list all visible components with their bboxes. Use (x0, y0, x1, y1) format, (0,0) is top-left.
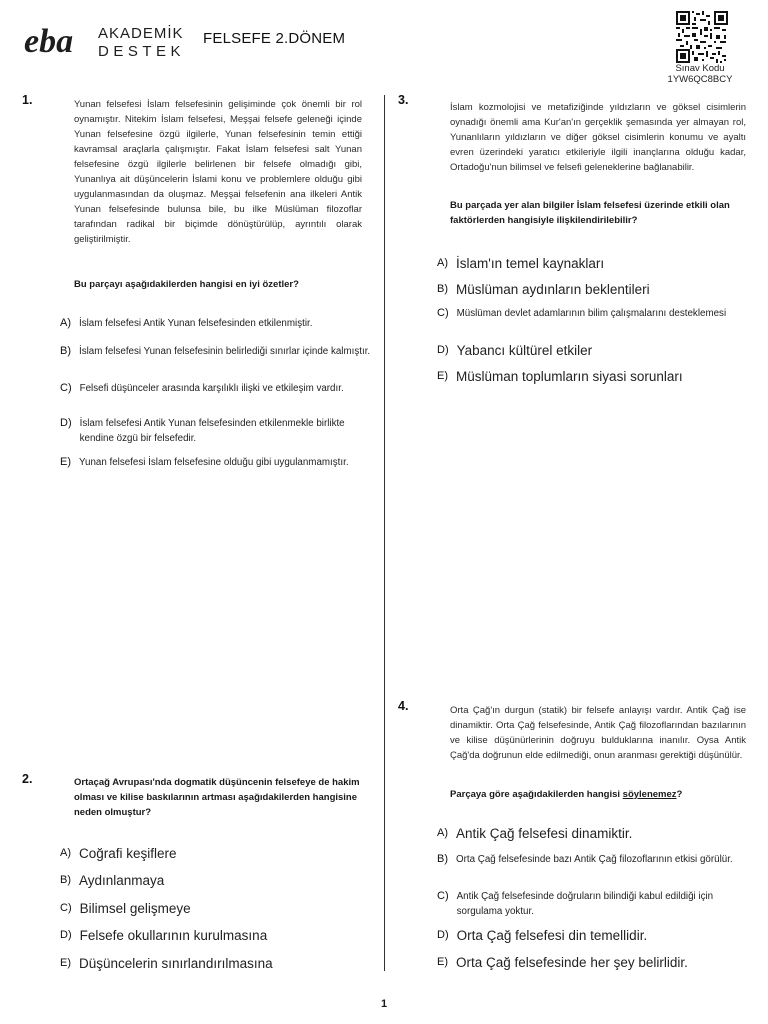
question-4-option-e[interactable] (437, 954, 749, 971)
option-letter: A) (437, 827, 448, 839)
option-text: Antik Çağ felsefesi dinamiktir. (456, 826, 633, 841)
question-1-option-e[interactable] (60, 455, 372, 470)
question-3-option-d[interactable] (437, 342, 749, 359)
exam-title: FELSEFE 2.DÖNEM (203, 30, 346, 47)
question-4-paragraph: Orta Çağ'ın durgun (statik) bir felsefe anlayışı vardır. Antik Çağ ise dinamiktir. Orta Çağ felsefesinde, Antik Çağ filozoflarından bazılarının ve kilise düşünürlerinin doğruyu bulduklarına inanılır. Oysa Antik Çağ'da doğrunun elde edilmediği, onun aranması gerektiği düşünülür. (450, 705, 746, 761)
question-4-option-c[interactable] (437, 889, 749, 919)
column-divider (384, 95, 385, 971)
option-letter: A) (60, 847, 71, 859)
question-1-paragraph: Yunan felsefesi İslam felsefesinin gelişiminde çok önemli bir rol oynamıştır. Nitekim İslam felsefesi, Meşşai felsefe geleneği içinde Yunan felsefesine özgü ilgilerle, Yunan felsefesinin temin ettiği kavramsal araçlarla çalışmıştır. Fakat İslam felsefesi salt Yunan felsefesine özgü ilgilerle belirlenen bir felsefe olmadığı gibi, Yunanlıya ait düşüncelerin İslami konu ve problemlere olduğu gibi uygulanmasından da oluşmaz. Meşşai felsefenin ana ilkeleri Antik Yunan felsefesinde bulunsa bile, bu ilke Müslüman filozoflar tarafından radikal bir biçimde dönüştürülüp, ayrıntılı olarak geliştirilmiştir. (74, 99, 362, 245)
option-text: Orta Çağ felsefesinde her şey belirlidir. (456, 955, 688, 970)
option-letter: B) (60, 874, 71, 886)
option-letter: C) (437, 890, 449, 902)
question-1-stem: Bu parçayı aşağıdakilerden hangisi en iyi özetler? (74, 279, 299, 290)
option-letter: E) (437, 956, 448, 968)
option-text: Müslüman toplumların siyasi sorunları (456, 369, 683, 384)
option-text: Müslüman aydınların beklentileri (456, 282, 650, 297)
question-2-option-d[interactable] (60, 927, 372, 944)
question-1-option-a[interactable] (60, 316, 372, 331)
option-letter: D) (60, 929, 72, 941)
exam-code-label: Sınav Kodu (675, 63, 725, 74)
option-letter: A) (60, 317, 71, 329)
svg-text:eba: eba (24, 23, 74, 60)
option-text: Felsefe okullarının kurulmasına (79, 928, 268, 943)
qr-code-icon (676, 11, 728, 63)
option-text: Aydınlanmaya (79, 873, 165, 888)
question-3-stem: Bu parçada yer alan bilgiler İslam felsefesi üzerinde etkili olan faktörlerden hangisiyle ilişkilendirilebilir? (450, 200, 730, 226)
question-1-option-d[interactable] (60, 416, 372, 446)
question-1-option-c[interactable] (60, 381, 372, 396)
option-text: Bilimsel gelişmeye (79, 901, 191, 916)
question-4-stem-suffix: ? (676, 789, 683, 800)
exam-code: 1YW6QC8BCY (667, 74, 733, 85)
option-letter: B) (60, 345, 71, 357)
question-4-stem (450, 787, 746, 802)
question-number-4: 4. (398, 699, 409, 713)
option-letter: D) (437, 344, 449, 356)
svg-text:DESTEK: DESTEK (98, 43, 186, 60)
question-number-2: 2. (22, 772, 33, 786)
question-4-stem-prefix: Parçaya göre aşağıdakilerden hangisi (450, 789, 623, 800)
option-text: Orta Çağ felsefesinde bazı Antik Çağ filozoflarının etkisi görülür. (456, 854, 733, 865)
question-4-option-b[interactable] (437, 852, 749, 867)
logo-graphic (24, 22, 204, 62)
option-text: Yunan felsefesi İslam felsefesine olduğu gibi uygulanmamıştır. (79, 457, 349, 468)
question-number-3: 3. (398, 93, 409, 107)
option-text: Düşüncelerin sınırlandırılmasına (79, 956, 273, 971)
question-4-stem-emphasis: söylenemez (622, 789, 677, 800)
page-number: 1 (380, 998, 388, 1010)
question-3-option-a[interactable] (437, 255, 749, 272)
question-4-option-a[interactable] (437, 825, 749, 842)
question-3-option-c[interactable] (437, 306, 749, 321)
question-2-option-e[interactable] (60, 955, 372, 972)
option-text: İslam felsefesi Antik Yunan felsefesinden etkilenmekle birlikte kendine özgü bir felsefedir. (79, 418, 345, 444)
option-text: İslam felsefesi Yunan felsefesinin belirlediği sınırlar içinde kalmıştır. (79, 346, 371, 357)
question-2-stem: Ortaçağ Avrupası'nda dogmatik düşüncenin felsefeye de hakim olması ve kilise baskılarının artması aşağıdakilerden hangisine neden olmuştur? (74, 777, 360, 818)
option-letter: C) (60, 382, 72, 394)
option-letter: E) (437, 370, 448, 382)
option-text: Coğrafi keşiflere (79, 846, 177, 861)
question-2-option-b[interactable] (60, 872, 372, 889)
option-text: Antik Çağ felsefesinde doğruların bilindiği kabul edildiği için sorgulama yoktur. (456, 891, 714, 917)
svg-text:AKADEMİK: AKADEMİK (98, 25, 184, 42)
question-2-option-c[interactable] (60, 900, 372, 917)
eba-akademik-destek-logo (24, 22, 204, 62)
option-letter: A) (437, 257, 448, 269)
question-3-paragraph: İslam kozmolojisi ve metafiziğinde yıldızların ve göksel cisimlerin oynadığı önemli ama Kur'an'ın gerçeklik şemasında yer almayan rol, Yunanlıların yıldızların ve diğer göksel cisimlerin konumu ve ayaltı evren üzerindeki yaratıcı etkileriyle ilgili inançlarına olduğu kadar, Ortadoğu'nun bilimsel ve felsefi geleneklerine bağlanabilir. (450, 102, 746, 173)
option-letter: D) (437, 929, 449, 941)
option-letter: C) (60, 902, 72, 914)
option-letter: E) (60, 456, 71, 468)
question-2-option-a[interactable] (60, 845, 372, 862)
option-letter: D) (60, 417, 72, 429)
question-1-option-b[interactable] (60, 344, 372, 359)
option-letter: B) (437, 853, 448, 865)
question-number-1: 1. (22, 93, 33, 107)
option-text: İslam felsefesi Antik Yunan felsefesinden etkilenmiştir. (79, 318, 313, 329)
question-3-option-e[interactable] (437, 368, 749, 385)
option-letter: E) (60, 957, 71, 969)
option-text: İslam'ın temel kaynakları (456, 256, 605, 271)
question-3-option-b[interactable] (437, 281, 749, 298)
option-text: Orta Çağ felsefesi din temellidir. (456, 928, 648, 943)
option-letter: B) (437, 283, 448, 295)
option-text: Müslüman devlet adamlarının bilim çalışmalarını desteklemesi (456, 308, 727, 319)
question-4-option-d[interactable] (437, 927, 749, 944)
option-letter: C) (437, 307, 449, 319)
option-text: Yabancı kültürel etkiler (456, 343, 593, 358)
option-text: Felsefi düşünceler arasında karşılıklı ilişki ve etkileşim vardır. (79, 383, 344, 394)
